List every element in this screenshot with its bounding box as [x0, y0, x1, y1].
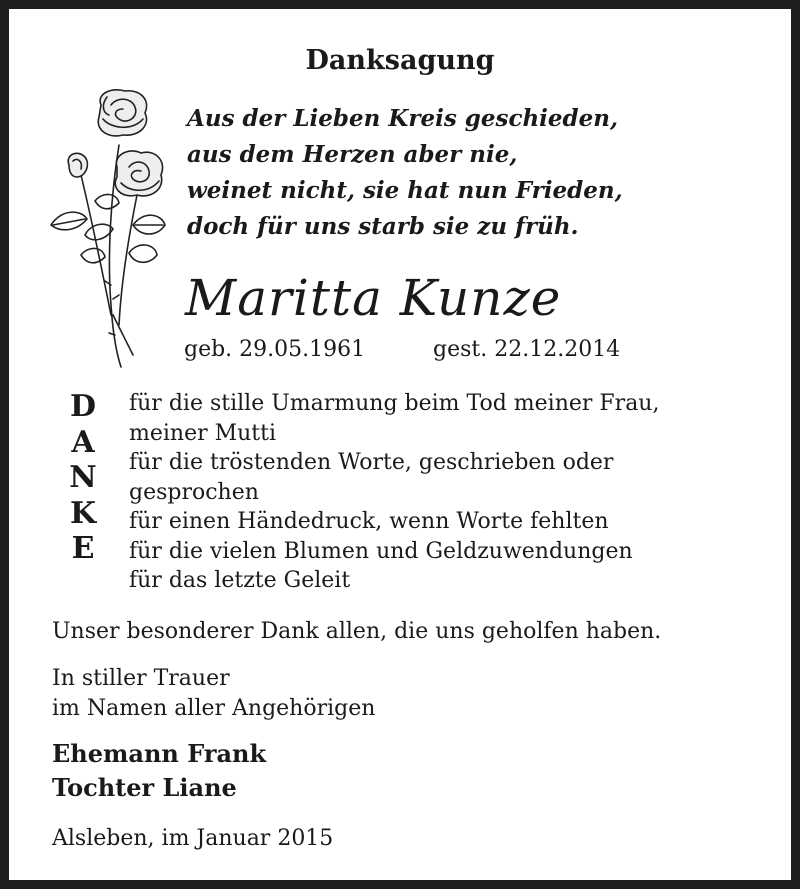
- poem-line: doch für uns starb sie zu früh.: [187, 213, 579, 240]
- poem-line: Aus der Lieben Kreis geschieden,: [187, 105, 618, 132]
- thanks-line: für das letzte Geleit: [129, 568, 351, 593]
- death-date: gest. 22.12.2014: [433, 337, 621, 362]
- poem: [187, 101, 623, 245]
- poem-line: weinet nicht, sie hat nun Frieden,: [187, 177, 623, 204]
- special-thanks: Unser besonderer Dank allen, die uns geholfen haben.: [52, 619, 662, 644]
- mourning-line-2: im Namen aller Angehörigen: [52, 696, 376, 721]
- danke-acrostic: [59, 389, 107, 567]
- signatories: [52, 737, 266, 805]
- danke-letter: K: [69, 495, 97, 531]
- danke-letter: A: [71, 424, 95, 460]
- birth-date: geb. 29.05.1961: [184, 337, 366, 362]
- thanks-line: für die vielen Blumen und Geldzuwendungen: [129, 538, 633, 564]
- mourning-line-1: In stiller Trauer: [52, 666, 230, 691]
- heading: Danksagung: [305, 45, 495, 76]
- place-date: Alsleben, im Januar 2015: [52, 826, 334, 851]
- danke-letter: N: [69, 460, 97, 495]
- thanks-line: für einen Händedruck, wenn Worte fehlten: [129, 509, 609, 534]
- rose-illustration: [41, 85, 171, 375]
- thanks-line: für die tröstenden Worte, geschrieben oder: [129, 450, 614, 475]
- poem-line: aus dem Herzen aber nie,: [187, 141, 518, 168]
- thanks-list: [129, 389, 659, 596]
- danke-letter: E: [71, 531, 95, 566]
- signatory: Ehemann Frank: [52, 739, 267, 768]
- thanks-line: meiner Mutti: [129, 420, 277, 446]
- signatory: Tochter Liane: [52, 773, 237, 802]
- deceased-name: Maritta Kunze: [185, 269, 562, 327]
- thanks-line: für die stille Umarmung beim Tod meiner Frau,: [129, 391, 660, 416]
- thanks-line: gesprochen: [129, 479, 259, 505]
- danke-letter: D: [69, 389, 96, 424]
